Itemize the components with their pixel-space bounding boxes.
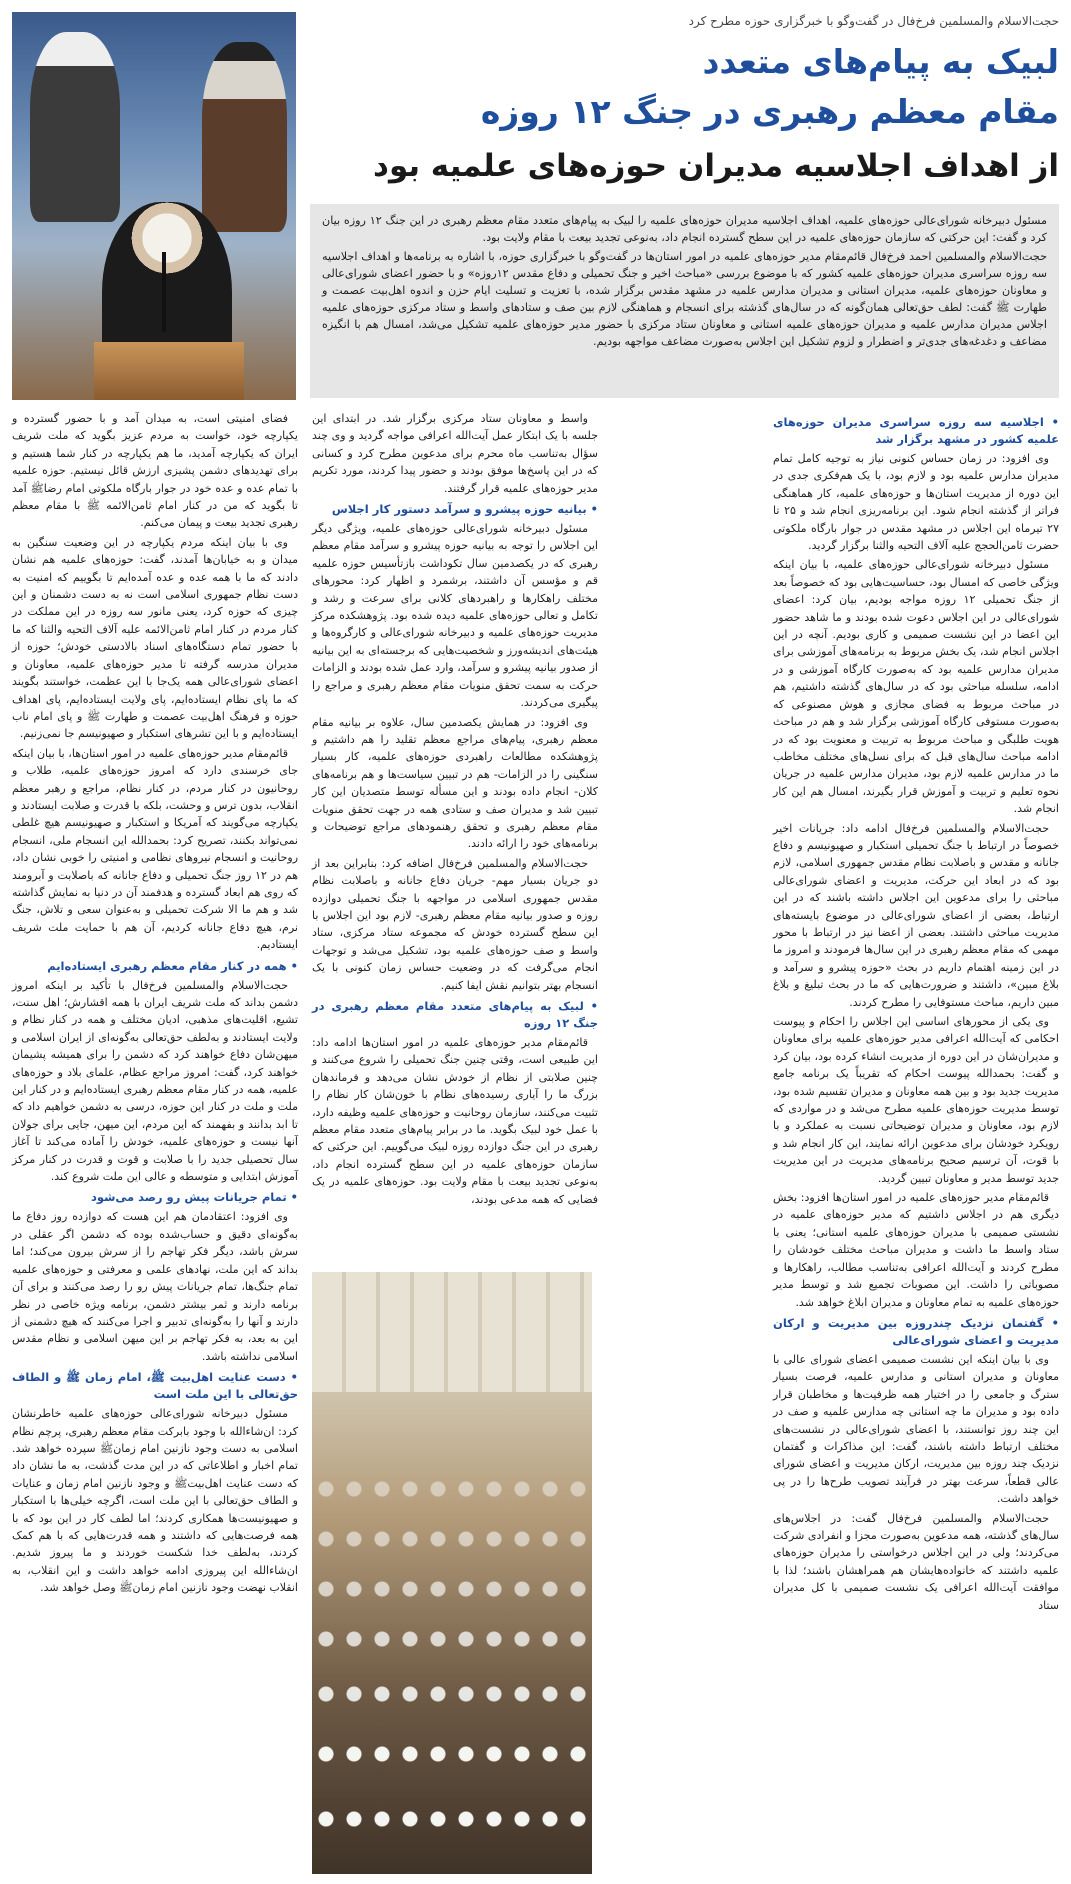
- paragraph: مسئول دبیرخانه شورای‌عالی حوزه‌های علمیه، با بیان اینکه ویژگی خاصی که امسال بود، حساسیت‌هایی بود که خصوصاً بعد از جنگ تحمیلی ۱۲ روزه مواجه بودیم، بیان کرد: اعضای شورای‌عالی در این اجلاس دعوت شده بودند و ما شاهد حضور این اعضا در این نشست صمیمی و کاری بودیم. آنچه در این اجلاس انجام شد، یک بخش مربوط به برنامه‌های آموزشی برای مدیران مدارس علمیه بود که به‌صورت کارگاه آموزشی و در ادامه، سلسله مباحثی بود که در سال‌های گذشته داشتیم، هم در مباحث مربوط به فضای مجازی و هوش مصنوعی که به‌صورت مستوفی کارگاه آموزشی برگزار شد و هم در مباحث هویت طلبگی و مباحث مربوط به تربیت و معنویت بود که در ادامه مباحث سال‌های قبل که برای نسل‌های مختلف مخاطب ما در مدارس علمیه لازم بود، مدیران مدارس علمیه در جریان نحوه تعلیم و تربیت و آموزش قرار بگیرند، امسال هم این کار انجام شد.: [773, 558, 1059, 816]
- podium: [94, 342, 244, 400]
- portrait-left: [30, 32, 120, 222]
- column-right: [773, 410, 1059, 1616]
- paragraph: مسئول دبیرخانه شورای‌عالی حوزه‌های علمیه خاطرنشان کرد: ان‌شاءالله با وجود بابرکت مقام معظم رهبری، پرچم نظام اسلامی به دست وجود نازنین امام زمانﷺ سپرده خواهد شد. تمام اخبار و اطلاعاتی که در این مدت گذشت، به ما نشان داد که دست عنایت اهل‌بیتﷺ و وجود نازنین امام زمان و عنایات و الطاف حق‌تعالی با این ملت است، اگرچه خیلی‌ها با استکبار و صهیونیست‌ها همکاری کردند؛ اما لطف کار در این بود که با همه فرصت‌هایی که داشتند و همه قدرت‌هایی که با هم کمک کردند، به‌لطف خدا شکست خوردند و ما پیروز شدیم. ان‌شاءالله این پیروزی ادامه خواهد داشت و این انقلاب، به انقلاب نهضت وجود نازنین امام زمانﷺ وصل خواهد شد.: [12, 1407, 298, 1595]
- paragraph: وی با بیان اینکه مردم یکپارچه در این وضعیت سنگین به میدان و به خیابان‌ها آمدند، گفت: حوزه‌های علمیه هم نشان دادند که ما با همه عده و عده آمده‌ایم تا بگوییم که امنیت به دست نظام جمهوری اسلامی است نه به دست دشمنان و این چیزی که حوزه کرد، یعنی مانور سه روزه در این مملکت در کنار مردم در کنار امام ثامن‌الائمه علیه آلاف التحیه والثنا که ما با حضور تمام دستگاه‌های اسناد بالادستی خودش؛ حوزه از مدیران مدرسه گرفته تا مدیر حوزه‌های علمیه، معاونان و اعضای شورای‌عالی همه یک‌جا با این عظمت، خواستند بگویند که ما پای نظام ایستاده‌ایم، پای ولایت ایستاده‌ایم، پای اهداف حوزه و فرهنگ اهل‌بیت عصمت و طهارت ﷺ و پای امام ناب ایستاده‌ایم و با این تشرهای استکبار و صهیونیسم جا نمی‌زنیم.: [12, 535, 298, 741]
- intro-line: حجت‌الاسلام والمسلمین فرخ‌فال در گفت‌وگو با خبرگزاری حوزه مطرح کرد: [688, 14, 1059, 28]
- portrait-right: [202, 42, 287, 232]
- subheading: • همه در کنار مقام معظم رهبری ایستاده‌ایم: [47, 958, 298, 973]
- microphone: [162, 252, 166, 332]
- speaker-photo: [12, 12, 296, 400]
- lead-box: [310, 204, 1059, 398]
- subheading: • اجلاسیه سه روزه سراسری مدیران حوزه‌های علمیه کشور در مشهد برگزار شد: [773, 415, 1059, 446]
- paragraph: قائم‌مقام مدیر حوزه‌های علمیه در امور استان‌ها، با بیان اینکه جای خرسندی دارد که امروز حوزه‌های علمیه، طلاب و روحانیون در کنار مردم، در کنار نظام، مراجع و رهبر معظم انقلاب، بدون ترس و وحشت، بلکه با قدرت و صلابت ایستادند و یکپارچه می‌گویند که آمریکا و استکبار و صهیونیسم هیچ غلطی نمی‌تواند بکنند، تصریح کرد: بحمدالله این انسجام ملی، انسجام روحانیت و انسجام نیروهای نظامی و امنیتی را خوبی نشان داد، هم در ۱۲ روز جنگ تحمیلی و دفاع جانانه که باصلابت و آبرومند که روی هم ابعاد گسترده و هدفمند آن در دنیا به نمایش گذاشته شد و هم ما الا شرکت تحمیلی و به‌عنوان سعی و تلاش، جنگ نرم، هیچ دفاع جانانه کردیم، آن هم با حمایت ملت شریف ایستادیم.: [12, 746, 298, 952]
- paragraph: وی افزود: در همایش یکصدمین سال، علاوه بر بیانیه مقام معظم رهبری، پیام‌های مراجع معظم تقلید را هم داشتیم و پژوهشکده مطالعات راهبردی حوزه‌های علمیه، کار بسیار سنگینی را در الزامات- هم در تبیین سیاست‌ها و هم برنامه‌های کلان- انجام داده بودند و این مسأله توسط متصدیان این کار تبیین شد و مدیران صف و ستادی همه در جهت تحقق منویات مقام معظم رهبری و تحقق رهنمودهای مراجع توضیحات و برنامه‌های خود را ارائه دادند.: [312, 715, 598, 851]
- paragraph: حجت‌الاسلام والمسلمین فرخ‌فال با تأکید بر اینکه امروز دشمن بداند که ملت شریف ایران با همه اقشارش؛ اهل سنت، تشیع، اقلیت‌های مذهبی، ادیان مختلف و همه در کنار نظام و ولایت ایستادند و به‌لطف حق‌تعالی به‌گونه‌ای از ایران اسلامی و میهن‌شان دفاع خواهند کرد که دشمن را برای همیشه پشیمان خواهند کرد، گفت: امروز مراجع عظام، علمای بلاد و حوزه‌های علمیه، همه در کنار مقام معظم رهبری ایستاده‌ایم و در کنار این ملت و ملت در کنار این حوزه، درسی به دشمن خواهیم داد که تا ابد بدانند و بفهمند که این مردم، این میهن، جایی برای جولان آنها نیست و حوزه‌های علمیه، خودش را آماده می‌کند تا آغاز سال تحصیلی جدید را با صلابت و قوت و قدرت در کنار مرکز آموزش ابتدایی و متوسطه و عالی این ملت شروع کند.: [12, 978, 298, 1184]
- paragraph: حجت‌الاسلام والمسلمین فرخ‌فال ادامه داد: جریانات اخیر خصوصاً در ارتباط با جنگ تحمیلی استکبار و صهیونیسم و دفاع جانانه و مقدس و باصلابت نظام مقدس جمهوری اسلامی، لازم بود که در ابعاد این حرکت، مدیریت و اعضای شورای‌عالی مباحثی را برای مدعوین این اجلاس داشته باشند که در این ارتباط، بعضی از اعضای شورای‌عالی در موضوع بایسته‌های مدیریت مباحثی داشتند. بعضی از اعضا نیز در ارتباط با محور مهمی که مقام معظم رهبری در این سال‌ها فرمودند و امروز ما در این زمینه اهتمام داریم در بحث «حوزه پیشرو و سرآمد و بلاغ مبین»، داشتند و ضرورت‌هایی که ما در بحث تبلیغ و بلاغ مبین داریم، مباحث مستوفایی را مطرح کردند.: [773, 821, 1059, 1009]
- headline-line-1: لبیک به پیام‌های متعدد: [702, 42, 1059, 81]
- paragraph: وی افزود: در زمان حساس کنونی نیاز به توجیه کامل تمام مدیران مدارس علمیه بود و لازم بود، با یک هم‌فکری جدی در این دوره از مدیریت استان‌ها و حوزه‌های علمیه، کار هماهنگی فراتر از گذشته انجام شود. این برنامه‌ریزی انجام شد و ۲۵ تا ۲۷ تیرماه این اجلاس در مشهد مقدس در جوار بارگاه ملکوتی حضرت ثامن‌الحجج علیه آلاف التحیه والثنا برگزار گردید.: [773, 452, 1059, 553]
- subheading: • گفتمان نزدیک چندروزه بین مدیریت و ارکان مدیریت و اعضای شورای‌عالی: [773, 1315, 1059, 1347]
- paragraph: واسط و معاونان ستاد مرکزی برگزار شد. در ابتدای این جلسه با یک ابتکار عمل آیت‌الله اعرافی مواجه گردید و وی چند سؤال به‌تناسب ماه محرم برای مدعوین مطرح کرد و کسانی که در این پاسخ‌ها موفق بودند و حضور پیدا کردند، مورد تکریم مدیر حوزه‌های علمیه قرار گرفتند.: [312, 412, 598, 495]
- audience-row: [312, 1677, 592, 1711]
- paragraph: قائم‌مقام مدیر حوزه‌های علمیه در امور استان‌ها ادامه داد: این طبیعی است، وقتی چنین جنگ تحمیلی را شروع می‌کنند و چنین صلابتی از نظام از خودش نشان می‌دهد و فرماندهان بزرگ ما را آیاری رسیده‌های نظام با خون‌شان کار نظام را تثبیت می‌کنند، سازمان روحانیت و حوزه‌های علمیه وظیفه دارد، با عمل خود لبیک بگوید. ما در برابر پیام‌های متعدد مقام معظم رهبری در این جنگ دوازده روزه لبیک می‌گوییم. این حرکتی که سازمان حوزه‌های علمیه در این سطح گسترده انجام داد، به‌نوعی تجدید بیعت با مقام ولایت بود. حوزه‌های علمیه در یک فضایی که همه مدعی بودند،: [312, 1036, 598, 1206]
- subheading: • دست عنایت اهل‌بیت ﷺ، امام زمان ﷺ و الطاف حق‌تعالی با این ملت است: [12, 1370, 299, 1402]
- audience-row: [312, 1572, 592, 1606]
- paragraph: حجت‌الاسلام والمسلمین فرخ‌فال گفت: در اجلاس‌های سال‌های گذشته، همه مدعوین به‌صورت مجزا و انفرادی شرکت می‌کردند؛ ولی در این اجلاس درخواستی را مدیران حوزه‌های علمیه داشتند که خانواده‌هایشان هم همراهشان باشند؛ لذا با موافقت آیت‌الله اعرافی یک نشست صمیمی با کل مدیران ستاد: [773, 1511, 1059, 1612]
- hall-ceiling: [312, 1272, 592, 1392]
- paragraph: وی یکی از محورهای اساسی این اجلاس را احکام و پیوست احکامی که آیت‌الله اعرافی مدیر حوزه‌های علمیه برای معاونان و مدیران‌شان در این دوره از مدیریت انشاء کرده بود، بیان کرد و گفت: بحمدالله پیوست احکام که تقریباً یک برنامه جامع مدیریت جدید بود و بین همه معاونان و مدیران تقسیم شده بود، توسط مدیریت حوزه‌های علمیه مطرح می‌شد و در مواردی که لازم بود، معاونان و مدیران توضیحاتی نسبت به عملکرد و با رویکرد خودشان برای مدعوین ارائه نمایند، این کار انجام شد و با قوت، آن ترسیم صحیح برنامه‌های مدیریت در این مدیریت جدید توسط مدیر و معاونان تبیین گردید.: [773, 1015, 1059, 1185]
- column-left: [12, 410, 298, 1599]
- audience-row: [312, 1522, 592, 1556]
- subheading: • لبیک به پیام‌های متعدد مقام معظم رهبری در جنگ ۱۲ روزه: [312, 999, 598, 1030]
- audience-row: [312, 1472, 592, 1506]
- headline-line-3: از اهداف اجلاسیه مدیران حوزه‌های علمیه بود: [373, 148, 1059, 184]
- paragraph: وی با بیان اینکه این نشست صمیمی اعضای شورای عالی با معاونان و مدیران استانی و مدارس علمیه، فرصت بسیار سترگ و جامعی را در اختیار همه ظرفیت‌ها و مخاطبان قرار داده بود و مدیران ما چه استانی چه مدارس علمیه و صف در این چند روز توانستند، با اعضای شورای‌عالی در نشست‌های مختلف ارتباط داشته باشند، گفت: این مذاکرات و گفتمان نزدیک چند روزه بین مدیریت، ارکان مدیریت و اعضای شورای عالی قطعاً، سرعت بهتر در فرآیند تصویب طرح‌ها را در پی خواهد داشت.: [773, 1352, 1059, 1506]
- audience-row: [312, 1802, 592, 1836]
- lead-paragraph: مسئول دبیرخانه شورای‌عالی حوزه‌های علمیه، اهداف اجلاسیه مدیران حوزه‌های علمیه را لبیک به پیام‌های متعدد مقام معظم رهبری در این جنگ ۱۲ روزه بیان کرد و گفت: این حرکتی که سازمان حوزه‌های علمیه در این سطح گسترده انجام داد، به‌نوعی تجدید بیعت با مقام ولایت بود.: [322, 214, 1047, 244]
- paragraph: مسئول دبیرخانه شورای‌عالی حوزه‌های علمیه، ویژگی دیگر این اجلاس را توجه به بیانیه حوزه پیشرو و سرآمد مقام معظم رهبری که در یکصدمین سال تکوداشت بازتأسیس حوزه علمیه قم و مؤسس آن داشتند، برشمرد و اظهار کرد: محورهای مختلف راهکارها و راهبردهای کلانی برای سرعت و رشد و تکامل و تعالی حوزه‌های علمیه دیده شده بود. پژوهشکده مرکز مدیریت حوزه‌های علمیه و دبیرخانه شورای‌عالی و کارگروه‌ها و هیئت‌های اندیشه‌ورز و شخصیت‌هایی که برجسته‌ای به این بیانیه از صدور بیانیه پیشرو و سرآمد، وارد عمل شده بودند و الزامات حرکت به سمت تحقق منویات مقام معظم رهبری و مراجع را پیگیری می‌کردند.: [312, 522, 598, 710]
- subheading: • تمام جریانات پیش رو رصد می‌شود: [90, 1190, 298, 1205]
- paragraph: قائم‌مقام مدیر حوزه‌های علمیه در امور استان‌ها افزود: بخش دیگری هم در اجلاس داشتیم که مدیر حوزه‌های علمیه در نشستی صمیمی با مدیران حوزه‌های علمیه استانی؛ یعنی با ستاد واسط ما داشت و مدیران مباحث مختلف خودشان را مطرح کردند و آیت‌الله اعرافی به‌تناسب مطالب، راهکارها و مصوباتی را داشت. این مصوبات تجمیع شد و توسط مدیر حوزه‌های علمیه به تمام معاونان و مدیران ابلاغ خواهد شد.: [773, 1191, 1059, 1309]
- subheading: • بیانیه حوزه پیشرو و سرآمد دستور کار اجلاس: [331, 502, 598, 517]
- headline-line-2: مقام معظم رهبری در جنگ ۱۲ روزه: [480, 92, 1059, 131]
- lead-paragraph: حجت‌الاسلام والمسلمین احمد فرخ‌فال قائم‌مقام مدیر حوزه‌های علمیه در امور استان‌ها در گفت‌وگو با خبرگزاری حوزه، با اشاره به برنامه‌ها و اهداف اجلاسیه سه روزه سراسری مدیران حوزه‌های علمیه کشور که با موضوع بررسی «مباحث اخیر و جنگ تحمیلی و دفاع مقدس ۱۲روزه» و با حضور اعضای شورای‌عالی و معاونان حوزه‌های علمیه، مدیران استانی و مدیران مدارس علمیه در مشهد مقدس برگزار شده، با تعزیت و تسلیت ایام حزن و اندوه اهل‌بیت عصمت و طهارت ﷺ گفت: لطف حق‌تعالی همان‌گونه که در سال‌های گذشته برای انسجام و هماهنگی لازم بین صف و ستادهای واسط و ستاد مرکزی حوزه‌های علمیه اجلاس مدیران مدارس علمیه و مدیران حوزه‌های علمیه استانی و معاونان ستاد مرکزی با حضور مدیر حوزه‌های علمیه تشکیل می‌شد، امسال هم با انگیزه مضاعف و دغدغه‌های جدی‌تر و اضطرار و لزوم تشکیل این اجلاس به‌صورت مضاعف مواجهه بودیم.: [322, 250, 1047, 348]
- audience-row: [312, 1622, 592, 1656]
- paragraph: وی افزود: اعتقادمان هم این هست که دوازده روز دفاع ما به‌گونه‌ای دقیق و حساب‌شده بوده که دشمن اگر عقلی در سرش باشد، دیگر فکر تهاجم را از سرش بیرون می‌کند؛ اما بداند که این ملت، نهادهای علمی و معرفتی و حوزه‌های علمیه تمام جنگ‌ها، تمام جریانات پیش رو را رصد می‌کنند و برای آن برنامه دارند و ثمر بیشتر دشمن، برنامه ویژه خاصی در نظر دارند و آنها را به‌گونه‌ای تدبیر و اجرا می‌کنند که هیچ دشمنی از این به بعد، به فکر تهاجم بر این میهن اسلامی و نظام مقدس اسلامی نداشته باشد.: [12, 1210, 298, 1363]
- paragraph: فضای امنیتی است، به میدان آمد و با حضور گسترده و یکپارچه خود، خواست به مردم عزیز بگوید که ملت شریف ایران که یکپارچه آمدید، ما هم یکپارچه در کنار شما هستیم و برای تهدیدهای دشمن پشیزی ارزش قائل نیستیم. حوزه علمیه با تمام عده و عده خود در جوار بارگاه ملکوتی امام رضاﷺ آمد تا بگوید که من در کنار امام ثامن‌الائمه ﷺ با مقام معظم رهبری تجدید بیعت و پیمان می‌کنم.: [12, 412, 298, 530]
- paragraph: حجت‌الاسلام والمسلمین فرخ‌فال اضافه کرد: بنابراین بعد از دو جریان بسیار مهم- جریان دفاع جانانه و باصلابت نظام مقدس جمهوری اسلامی در مواجهه با جنگ تحمیلی دوازده روزه و صدور بیانیه مقام معظم رهبری- لازم بود این اجلاس با این سطح گسترده خودش که مجموعه ستاد مرکزی، ستاد واسط و صف حوزه‌های علمیه بود، تشکیل می‌شد و توجهات انجام می‌گرفت که در وضعیت حساس زمان کنونی با یک انسجام بهتر بتوانیم نقش ایفا کنیم.: [312, 856, 598, 992]
- conference-hall-photo: [312, 1272, 592, 1874]
- audience-row: [312, 1737, 592, 1771]
- column-middle: [312, 410, 598, 1210]
